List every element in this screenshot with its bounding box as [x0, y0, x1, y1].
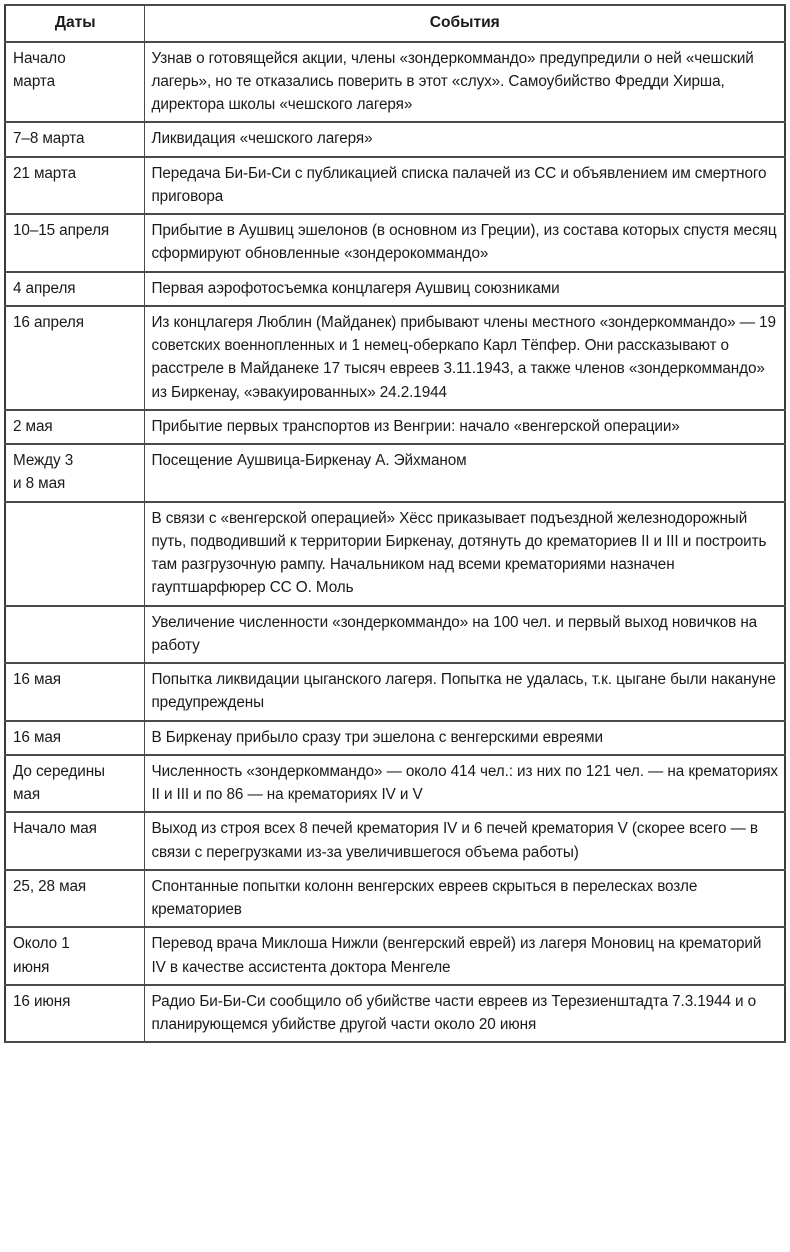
cell-event: Численность «зондеркоммандо» — около 414 чел.: из них по 121 чел. — на крематориях II и III и по 86 — на крематориях IV и V: [144, 755, 785, 813]
table-row: [5, 985, 785, 1043]
cell-event: В связи с «венгерской операцией» Хёсс приказывает подъездной железнодорожный путь, подводивший к территории Биркенау, дотянуть до крематориев II и III и построить там разгрузочную рампу. Начальником над всеми крематориями назначен гауптшарфюрер СС О. Моль: [144, 502, 785, 606]
cell-event: Перевод врача Миклоша Нижли (венгерский еврей) из лагеря Моновиц на крематорий IV в качестве ассистента доктора Менгеле: [144, 927, 785, 985]
cell-event: Первая аэрофотосъемка концлагеря Аушвиц союзниками: [144, 272, 785, 306]
cell-date: 2 мая: [5, 410, 144, 444]
table-header: [5, 5, 785, 42]
cell-date: Начало мая: [5, 812, 144, 870]
cell-date: [5, 606, 144, 664]
cell-event: Узнав о готовящейся акции, члены «зондеркоммандо» предупредили о ней «чешский лагерь», но те отказались поверить в этот «слух». Самоубийство Фредди Хирша, директора школы «чешского лагеря»: [144, 42, 785, 123]
cell-date: 10–15 апреля: [5, 214, 144, 272]
table-row: [5, 663, 785, 721]
cell-date: До середины мая: [5, 755, 144, 813]
cell-date: Между 3 и 8 мая: [5, 444, 144, 502]
cell-date: [5, 502, 144, 606]
table-row: [5, 42, 785, 123]
cell-date: 16 апреля: [5, 306, 144, 410]
cell-event: Прибытие в Аушвиц эшелонов (в основном из Греции), из состава которых спустя месяц сформируют обновленные «зондерокоммандо»: [144, 214, 785, 272]
table-row: [5, 410, 785, 444]
table-row: [5, 755, 785, 813]
cell-event: Увеличение численности «зондеркоммандо» на 100 чел. и первый выход новичков на работу: [144, 606, 785, 664]
table-row: [5, 606, 785, 664]
column-header-dates: Даты: [5, 5, 144, 42]
table-row: [5, 444, 785, 502]
cell-event: Выход из строя всех 8 печей крематория IV и 6 печей крематория V (скорее всего — в связи с перегрузками из-за увеличившегося объема работы): [144, 812, 785, 870]
cell-date: 21 марта: [5, 157, 144, 215]
table-row: [5, 157, 785, 215]
chronology-table: [4, 4, 786, 1043]
table-row: [5, 870, 785, 928]
table-row: [5, 306, 785, 410]
table-row: [5, 721, 785, 755]
cell-date: Около 1 июня: [5, 927, 144, 985]
table-header-row: [5, 5, 785, 42]
cell-event: Спонтанные попытки колонн венгерских евреев скрыться в перелесках возле крематориев: [144, 870, 785, 928]
table-row: [5, 502, 785, 606]
cell-event: В Биркенау прибыло сразу три эшелона с венгерскими евреями: [144, 721, 785, 755]
cell-event: Из концлагеря Люблин (Майданек) прибывают члены местного «зондеркоммандо» — 19 советских военнопленных и 1 немец-оберкапо Карл Тёпфер. Они рассказывают о расстреле в Майданеке 17 тысяч евреев 3.11.1943, а также членов «зондеркоммандо» из Биркенау, «эвакуированных» 24.2.1944: [144, 306, 785, 410]
cell-event: Посещение Аушвица-Биркенау А. Эйхманом: [144, 444, 785, 502]
cell-date: Начало марта: [5, 42, 144, 123]
cell-event: Радио Би-Би-Си сообщило об убийстве части евреев из Терезиенштадта 7.3.1944 и о планирующемся убийстве другой части около 20 июня: [144, 985, 785, 1043]
cell-date: 4 апреля: [5, 272, 144, 306]
cell-date: 7–8 марта: [5, 122, 144, 156]
cell-event: Ликвидация «чешского лагеря»: [144, 122, 785, 156]
cell-date: 16 мая: [5, 721, 144, 755]
cell-event: Передача Би-Би-Си с публикацией списка палачей из СС и объявлением им смертного приговора: [144, 157, 785, 215]
cell-date: 16 июня: [5, 985, 144, 1043]
table-row: [5, 272, 785, 306]
cell-date: 25, 28 мая: [5, 870, 144, 928]
table-row: [5, 812, 785, 870]
cell-event: Прибытие первых транспортов из Венгрии: начало «венгерской операции»: [144, 410, 785, 444]
table-row: [5, 122, 785, 156]
table-body: [5, 42, 785, 1043]
cell-date: 16 мая: [5, 663, 144, 721]
column-header-events: События: [144, 5, 785, 42]
table-row: [5, 927, 785, 985]
cell-event: Попытка ликвидации цыганского лагеря. Попытка не удалась, т.к. цыгане были накануне предупреждены: [144, 663, 785, 721]
table-row: [5, 214, 785, 272]
